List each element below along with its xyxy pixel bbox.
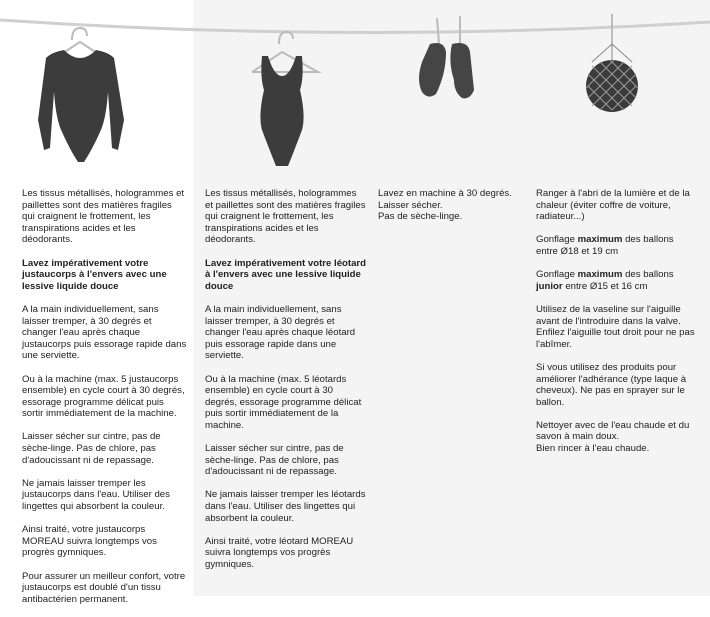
paragraph-drying: Laisser sécher sur cintre, pas de sèche-linge. Pas de chlore, pas d'adoucissant ni de repassage. bbox=[205, 443, 344, 478]
text-segment: Gonflage bbox=[536, 269, 578, 281]
shoes-line-dry: Laisser sécher. bbox=[378, 199, 443, 211]
emphasis-maximum: maximum bbox=[577, 269, 623, 281]
shoes-line-no-dryer: Pas de sèche-linge. bbox=[378, 211, 463, 223]
clothesline bbox=[0, 20, 710, 33]
paragraph-comfort: Pour assurer un meilleur confort, votre justaucorps est doublé d'un tissu antibactérien permanent. bbox=[22, 570, 186, 605]
paragraph-storage: Ranger à l'abri de la lumière et de la chaleur (éviter coffre de voiture, radiateur...) bbox=[536, 188, 690, 223]
paragraph-durability: Ainsi traité, votre léotard MOREAU suivra longtemps vos progrès gymniques. bbox=[205, 535, 354, 570]
paragraph-machine-wash: Ou à la machine (max. 5 justaucorps ensemble) en cycle court à 30 degrés, essorage programme délicat puis sortir immédiatement de la machine. bbox=[22, 373, 185, 420]
paragraph-inflation-junior bbox=[536, 269, 696, 292]
emphasis-maximum: maximum bbox=[577, 234, 623, 246]
text-segment: Gonflage bbox=[536, 234, 578, 246]
sleeveless-leotard-icon bbox=[252, 32, 318, 166]
paragraph-adhesion-products: Si vous utilisez des produits pour améliorer l'adhérance (type laque à cheveux). Ne pas en sprayer sur le ballon. bbox=[536, 361, 687, 408]
shoes-line-wash: Lavez en machine à 30 degrés. bbox=[378, 188, 512, 199]
care-column-ball bbox=[536, 188, 696, 466]
paragraph-fabric-warning: Les tissus métallisés, hologrammes et paillettes sont des matières fragiles qui craignent le frottement, les transpirations acides et les déodorants. bbox=[205, 188, 366, 246]
paragraph-needle: Utilisez de la vaseline sur l'aiguille avant de l'introduire dans la valve. Enfilez l'aiguille tout droit pour ne pas l'abîmer. bbox=[536, 303, 695, 350]
paragraph-hand-wash: A la main individuellement, sans laisser tremper, à 30 degrés et changer l'eau après chaque justaucorps puis essorage rapide dans une serviette. bbox=[22, 303, 187, 362]
emphasis-junior: junior bbox=[536, 280, 563, 292]
paragraph-hand-wash: A la main individuellement, sans laisser tremper, à 30 degrés et changer l'eau après chaque léotard puis essorage rapide dans une serviette. bbox=[205, 303, 356, 362]
paragraph-drying: Laisser sécher sur cintre, pas de sèche-linge. Pas de chlore, pas d'adoucissant ni de repassage. bbox=[22, 431, 161, 466]
long-sleeve-leotard-icon bbox=[38, 28, 124, 162]
care-column-long-sleeve-leotard bbox=[22, 188, 187, 617]
paragraph-wash-instruction: Lavez impérativement votre justaucorps à l'envers avec une lessive liquide douce bbox=[22, 257, 167, 292]
paragraph-fabric-warning: Les tissus métallisés, hologrammes et paillettes sont des matières fragiles qui craignent le frottement, les transpirations acides et les déodorants. bbox=[22, 188, 185, 246]
paragraph-inflation bbox=[536, 234, 696, 257]
care-column-sleeveless-leotard bbox=[205, 188, 367, 582]
illustration-strip bbox=[0, 0, 710, 190]
text-segment: des ballons bbox=[622, 269, 674, 281]
text-segment: des ballons entre Ø18 et 19 cm bbox=[536, 234, 674, 257]
text-segment: entre Ø15 et 16 cm bbox=[562, 280, 648, 292]
care-column-shoes bbox=[378, 188, 528, 223]
paragraph-cleaning: Nettoyer avec de l'eau chaude et du savon à main doux. Bien rincer à l'eau chaude. bbox=[536, 419, 690, 455]
paragraph-machine-wash: Ou à la machine (max. 5 léotards ensemble) en cycle court à 30 degrés, essorage programme délicat puis sortir immédiatement de la machine. bbox=[205, 373, 362, 431]
paragraph-no-soaking: Ne jamais laisser tremper les léotards dans l'eau. Utiliser des lingettes qui absorbent la couleur. bbox=[205, 489, 366, 524]
gym-shoes-icon bbox=[419, 16, 474, 98]
paragraph-durability: Ainsi traité, votre justaucorps MOREAU suivra longtemps vos progrès gymniques. bbox=[22, 524, 157, 559]
paragraph-wash-instruction: Lavez impérativement votre léotard à l'envers avec une lessive liquide douce bbox=[205, 257, 367, 292]
paragraph-no-soaking: Ne jamais laisser tremper les justaucorps dans l'eau. Utiliser des lingettes qui absorbent la couleur. bbox=[22, 477, 170, 513]
